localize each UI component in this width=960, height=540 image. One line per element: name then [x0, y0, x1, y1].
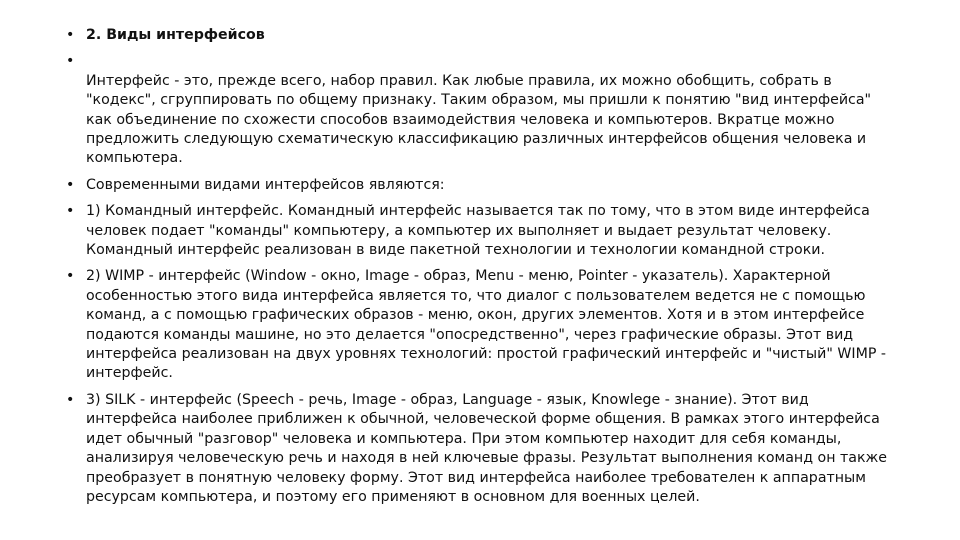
bullet-icon: • [66, 391, 75, 408]
bullet-text: Интерфейс - это, прежде всего, набор правил. Как любые правила, их можно обобщить, собрать в "кодекс", сгруппировать по общему признаку. Таким образом, мы пришли к понятию "вид интерфейса" как объединение по схожести способов взаимодействия человека и компьютеров. Вкратце можно предложить следующую схематическую классификацию различных интерфейсов общения человека и компьютера. [86, 72, 872, 167]
bullet-item-empty [66, 52, 896, 71]
bullet-item-heading [66, 26, 896, 45]
bullet-icon: • [66, 27, 75, 43]
bullet-icon: • [66, 203, 75, 220]
bullet-text [86, 52, 896, 71]
bullet-item [66, 391, 896, 507]
bullet-icon: • [66, 53, 75, 70]
bullet-icon: • [66, 176, 75, 193]
bullet-text: 1) Командный интерфейс. Командный интерфейс называется так по тому, что в этом виде интерфейса человек подает "команды" компьютеру, а компьютер их выполняет и выдает результат человеку. Командный интерфейс реализован в виде пакетной технологии и технологии командной строки. [86, 203, 870, 259]
section-heading: 2. Виды интерфейсов [86, 27, 265, 43]
bullet-list [66, 26, 896, 514]
bullet-text: Современными видами интерфейсов являются: [86, 176, 445, 193]
bullet-item [66, 176, 896, 195]
bullet-item [66, 72, 896, 169]
bullet-text: 3) SILK - интерфейс (Speech - речь, Image - образ, Language - язык, Knowlege - знание). Этот вид интерфейса наиболее приближен к обычной, человеческой форме общения. В рамках этого интерфейса идет обычный "разговор" человека и компьютера. При этом компьютер находит для себя команды, анализируя человеческую речь и находя в ней ключевые фразы. Результат выполнения команд он также преобразует в понятную человеку форму. Этот вид интерфейса наиболее требователен к аппаратным ресурсам компьютера, и поэтому его применяют в основном для военных целей. [86, 391, 888, 505]
bullet-icon: • [66, 268, 75, 285]
bullet-item [66, 267, 896, 383]
bullet-text: 2) WIMP - интерфейс (Window - окно, Image - образ, Menu - меню, Pointer - указатель). Характерной особенностью этого вида интерфейса является то, что диалог с пользователем ведется не с помощью команд, а с помощью графических образов - меню, окон, других элементов. Хотя и в этом интерфейсе подаются команды машине, но это делается "опосредственно", через графические образы. Этот вид интерфейса реализован на двух уровнях технологий: простой графический интерфейс и "чистый" WIMP - интерфейс. [86, 268, 887, 382]
bullet-item [66, 202, 896, 260]
